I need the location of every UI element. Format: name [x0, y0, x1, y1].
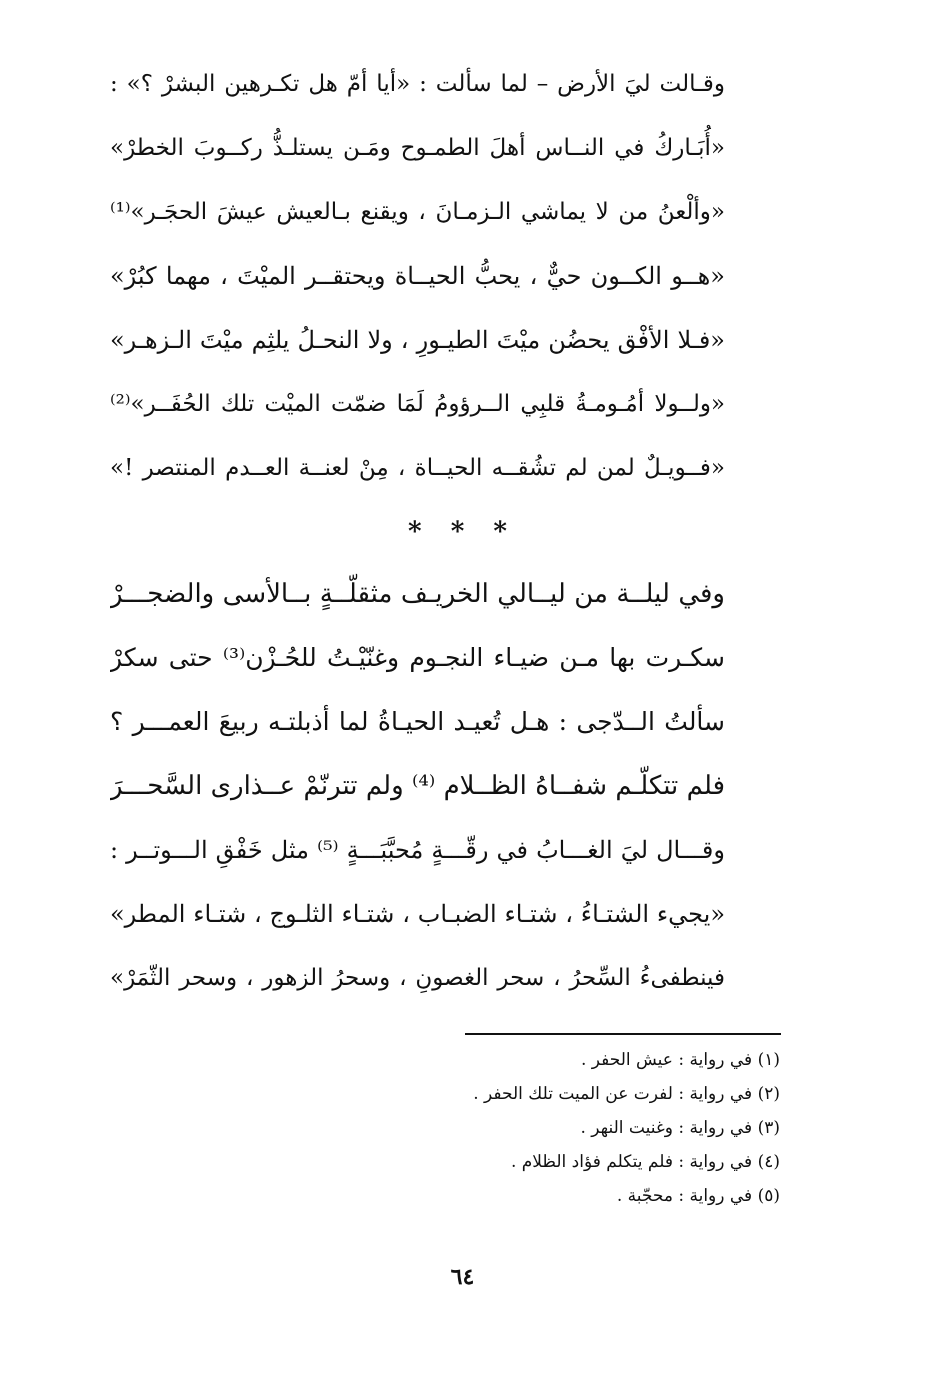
footnote: (٣) في رواية : وغنيت النهر .: [580, 1118, 780, 1138]
verse-line: «فــويـلٌ لمن لم تشُقــه الحيــاة ، مِنْ لعنــة العــدم المنتصر !»: [110, 455, 725, 481]
footnotes: [400, 1043, 780, 1213]
footnote-divider: [465, 1033, 781, 1035]
verse-line: «فـلا الأفْق يحضُن ميْتَ الطيـورِ ، ولا النحـلُ يلثِم ميْتَ الـزهـر»: [110, 326, 725, 354]
verse-line: «وألْعنُ من لا يماشي الـزمـانَ ، ويقنع بـالعيش عيشَ الحجَـر»⁽¹⁾: [110, 199, 725, 225]
verse-line: «هــو الكــون حيٌّ ، يحبُّ الحيــاة ويحتقــر الميْتَ ، مهما كبُرْ»: [110, 262, 725, 290]
verse-line: «ولــولا أمُـومـةُ قلبِي الــرؤومُ لَمَا ضمّت الميْت تلك الحُفَــر»⁽²⁾: [110, 391, 725, 417]
verse-line: «أُبَـاركُ في النــاس أهلَ الطمـوح ومَـن يستلـذُّ ركــوبَ الخطرْ»: [110, 135, 725, 161]
footnote: (٤) في رواية : فلم يتكلم فؤاد الظلام .: [510, 1152, 780, 1172]
footnote: (٢) في رواية : لفرت عن الميت تلك الحفر .: [473, 1084, 780, 1104]
footnote: (٥) في رواية : محجّبة .: [616, 1186, 780, 1206]
verse-line: وقـالت ليَ الأرض – لما سألت : «أيا أمّ هل تكـرهين البشرْ ؟» :: [110, 71, 725, 97]
verse-line: سكـرت بها مـن ضيـاء النجـوم وغنّيْـتُ للحُـزْن⁽³⁾ حتى سكرْ: [110, 643, 725, 672]
page-number: ٦٤: [450, 1264, 475, 1290]
stanza-separator: * * *: [408, 517, 517, 547]
poem-stanza-1: [110, 52, 725, 500]
verse-line: فلم تتكلّـم شفــاهُ الظــلام ⁽⁴⁾ ولم تترنّمْ عــذارى السَّحـــرَ: [110, 771, 725, 801]
verse-line: وقـــال ليَ الغـــابُ في رقّـــةٍ مُحبَّبَـــةٍ ⁽⁵⁾ مثل خَفْقِ الـــوتــر :: [110, 836, 725, 864]
verse-line: فينطفىءُ السِّحرُ ، سحر الغصونِ ، وسحرُ الزهور ، وسحر الثّمَرْ»: [110, 965, 725, 991]
verse-line: سألتُ الــدّجى : هـل تُعيـد الحيـاةُ لما أذبلتـه ربيعَ العمـــر ؟: [110, 707, 725, 736]
footnote: (١) في رواية : عيش الحفر .: [580, 1050, 780, 1070]
verse-line: وفي ليلــة من ليــالي الخريـف مثقلّــةٍ بــالأسى والضجـــرْ: [110, 579, 725, 609]
poem-stanza-2: [110, 562, 725, 1010]
verse-line: «يجيء الشتـاءُ ، شتـاء الضبـاب ، شتـاء الثلـوج ، شتـاء المطر»: [110, 900, 725, 928]
